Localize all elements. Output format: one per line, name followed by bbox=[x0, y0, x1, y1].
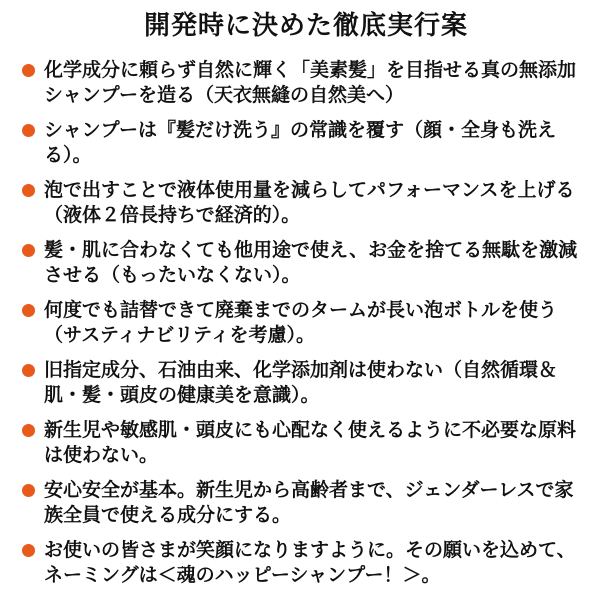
orange-bullet-icon bbox=[22, 424, 35, 437]
orange-bullet-icon bbox=[22, 64, 35, 77]
orange-bullet-icon bbox=[22, 544, 35, 557]
list-item-text: 泡で出すことで液体使用量を減らしてパフォーマンスを上げる（液体２倍長持ちで経済的）。 bbox=[44, 179, 575, 226]
orange-bullet-icon bbox=[22, 304, 35, 317]
list-item-text: 旧指定成分、石油由来、化学添加剤は使わない（自然循環＆肌・髪・頭皮の健康美を意識）。 bbox=[44, 359, 558, 406]
list-item-5 bbox=[22, 298, 590, 348]
list-item-3 bbox=[22, 178, 590, 228]
list-item-text: シャンプーは『髪だけ洗う』の常識を覆す（顔・全身も洗える）。 bbox=[44, 119, 557, 166]
orange-bullet-icon bbox=[22, 244, 35, 257]
list-item-text: 化学成分に頼らず自然に輝く「美素髪」を目指せる真の無添加シャンプーを造る（天衣無縫の自然美へ） bbox=[44, 59, 577, 106]
list-item-9 bbox=[22, 538, 590, 588]
list-item-8 bbox=[22, 478, 590, 528]
list-item-2 bbox=[22, 118, 590, 168]
list-item-text: 何度でも詰替できて廃棄までのタームが長い泡ボトルを使う（サスティナビリティを考慮）。 bbox=[44, 299, 558, 346]
list-item-4 bbox=[22, 238, 590, 288]
orange-bullet-icon bbox=[22, 364, 35, 377]
list-item-text: 新生児や敏感肌・頭皮にも心配なく使えるように不必要な原料は使わない。 bbox=[44, 419, 577, 466]
orange-bullet-icon bbox=[22, 184, 35, 197]
list-item-text: 安心安全が基本。新生児から高齢者まで、ジェンダーレスで家族全員で使える成分にする。 bbox=[44, 479, 574, 526]
list-item-7 bbox=[22, 418, 590, 468]
orange-bullet-icon bbox=[22, 124, 35, 137]
list-item-1 bbox=[22, 58, 590, 108]
list-item-6 bbox=[22, 358, 590, 408]
policy-list bbox=[22, 58, 590, 588]
orange-bullet-icon bbox=[22, 484, 35, 497]
list-item-text: 髪・肌に合わなくても他用途で使え、お金を捨てる無駄を激減させる（もったいなくない）。 bbox=[44, 239, 578, 286]
page-title: 開発時に決めた徹底実行案 bbox=[143, 11, 468, 41]
list-item-text: お使いの皆さまが笑顔になりますように。その願いを込めて、ネーミングは＜魂のハッピーシャンプー！＞。 bbox=[44, 539, 576, 586]
